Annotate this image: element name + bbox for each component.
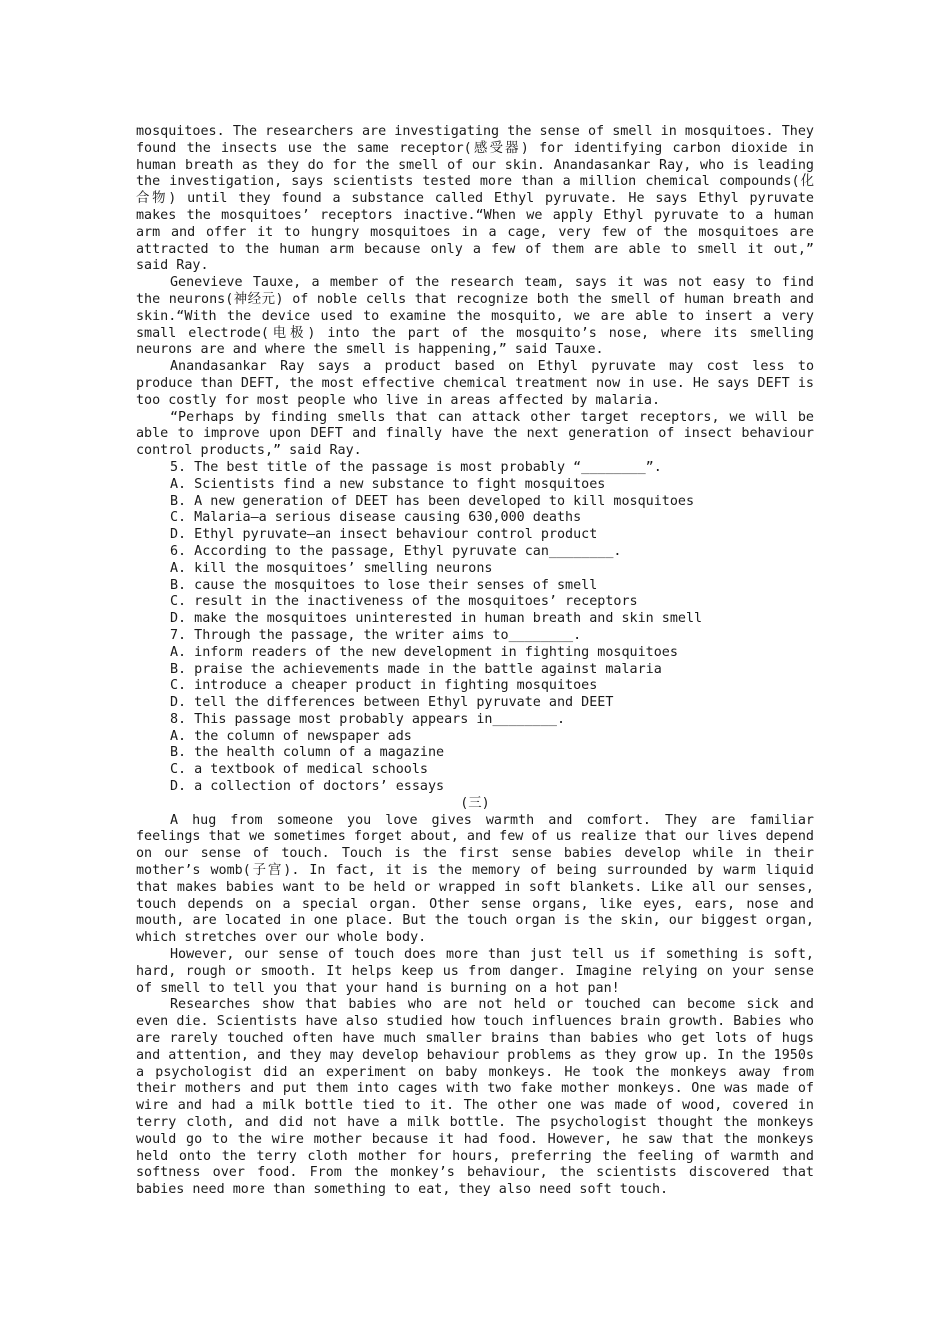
answer-option: B. cause the mosquitoes to lose their senses of smell xyxy=(170,577,598,593)
question-stem: 5. The best title of the passage is most probably “________”. xyxy=(170,459,662,475)
passage2-paragraph-4: “Perhaps by finding smells that can attack other target receptors, we will be able to improve upon DEFT and finally have the next generation of insect behaviour control products,” said Ray. xyxy=(136,409,814,459)
question-6 xyxy=(136,544,814,628)
answer-option: A. Scientists find a new substance to fight mosquitoes xyxy=(170,476,606,492)
answer-option: D. make the mosquitoes uninterested in human breath and skin smell xyxy=(170,611,703,627)
answer-option: C. result in the inactiveness of the mosquitoes’ receptors xyxy=(170,594,638,610)
answer-option: A. the column of newspaper ads xyxy=(170,728,412,744)
answer-option: D. a collection of doctors’ essays xyxy=(170,779,445,795)
passage2-paragraph-1: mosquitoes. The researchers are investigating the sense of smell in mosquitoes. They found the insects use the same receptor(感受器) for identifying carbon dioxide in human breath as they do for the smell of our skin. Anandasankar Ray, who is leading the investigation, says scientists tested more than a million chemical compounds(化合物) until they found a substance called Ethyl pyruvate. He says Ethyl pyruvate makes the mosquitoes’ receptors inactive.“When we apply Ethyl pyruvate to a human arm and offer it to hungry mosquitoes in a cage, very few of the mosquitoes are attracted to the human arm because only a few of them are able to smell it out,” said Ray. xyxy=(136,124,814,274)
question-stem: 6. According to the passage, Ethyl pyruvate can________. xyxy=(170,543,622,559)
answer-option: C. Malaria—a serious disease causing 630,000 deaths xyxy=(170,510,582,526)
answer-option: B. praise the achievements made in the battle against malaria xyxy=(170,661,662,677)
passage2-paragraph-2: Genevieve Tauxe, a member of the research team, says it was not easy to find the neurons(神经元) of noble cells that recognize both the smell of human breath and skin.“With the device used to examine the mosquito, we are able to insert a very small electrode(电极) into the part of the mosquito’s nose, where its smelling neurons are and where the smell is happening,” said Tauxe. xyxy=(136,275,814,358)
answer-option: A. kill the mosquitoes’ smelling neurons xyxy=(170,560,493,576)
passage3-paragraph-1: A hug from someone you love gives warmth and comfort. They are familiar feelings that we sometimes forget about, and few of us realize that our lives depend on our sense of touch. Touch is the first sense babies develop while in their mother’s womb(子宫). In fact, it is the memory of being surrounded by warm liquid that makes babies want to be held or wrapped in soft blankets. Like all our senses, touch depends on a special organ. Other sense organs, like eyes, ears, nose and mouth, are located in one place. But the touch organ is the skin, our biggest organ, which stretches over our whole body. xyxy=(136,812,814,946)
answer-option: D. Ethyl pyruvate—an insect behaviour control product xyxy=(170,527,598,543)
question-stem: 7. Through the passage, the writer aims to________. xyxy=(170,627,582,643)
page-content xyxy=(136,124,814,1199)
question-7 xyxy=(136,628,814,712)
answer-option: B. A new generation of DEET has been developed to kill mosquitoes xyxy=(170,493,695,509)
passage2-paragraph-3: Anandasankar Ray says a product based on Ethyl pyruvate may cost less to produce than DEFT, the most effective chemical treatment now in use. He says DEFT is too costly for most people who live in areas affected by malaria. xyxy=(136,359,814,408)
passage3-paragraph-3: Researches show that babies who are not held or touched can become sick and even die. Scientists have also studied how touch influences brain growth. Babies who are rarely touched often have much smaller brains than babies who get lots of hugs and attention, and they may develop behaviour problems as they grow up. In the 1950s a psychologist did an experiment on baby monkeys. He took the monkeys away from their mothers and put them into cages with two fake mother monkeys. One was made of wire and had a milk bottle tied to it. The other one was made of wood, covered in terry cloth, and did not have a milk bottle. The psychologist thought the monkeys would go to the wire mother because it had food. However, he saw that the monkeys held onto the terry cloth mother for hours, preferring the feeling of warmth and softness over food. From the monkey’s behaviour, the scientists discovered that babies need more than something to eat, they also need soft touch. xyxy=(136,997,814,1198)
question-stem: 8. This passage most probably appears in________. xyxy=(170,711,566,727)
passage3-paragraph-2: However, our sense of touch does more than just tell us if something is soft, hard, rough or smooth. It helps keep us from danger. Imagine relying on your sense of smell to tell you that your hand is burning on a hot pan! xyxy=(136,947,814,996)
question-5 xyxy=(136,460,814,544)
answer-option: C. introduce a cheaper product in fighting mosquitoes xyxy=(170,678,598,694)
answer-option: D. tell the differences between Ethyl pyruvate and DEET xyxy=(170,695,614,711)
answer-option: B. the health column of a magazine xyxy=(170,745,445,761)
answer-option: C. a textbook of medical schools xyxy=(170,762,428,778)
question-8 xyxy=(136,712,814,796)
section-heading: (三) xyxy=(460,795,490,811)
answer-option: A. inform readers of the new development in fighting mosquitoes xyxy=(170,644,678,660)
